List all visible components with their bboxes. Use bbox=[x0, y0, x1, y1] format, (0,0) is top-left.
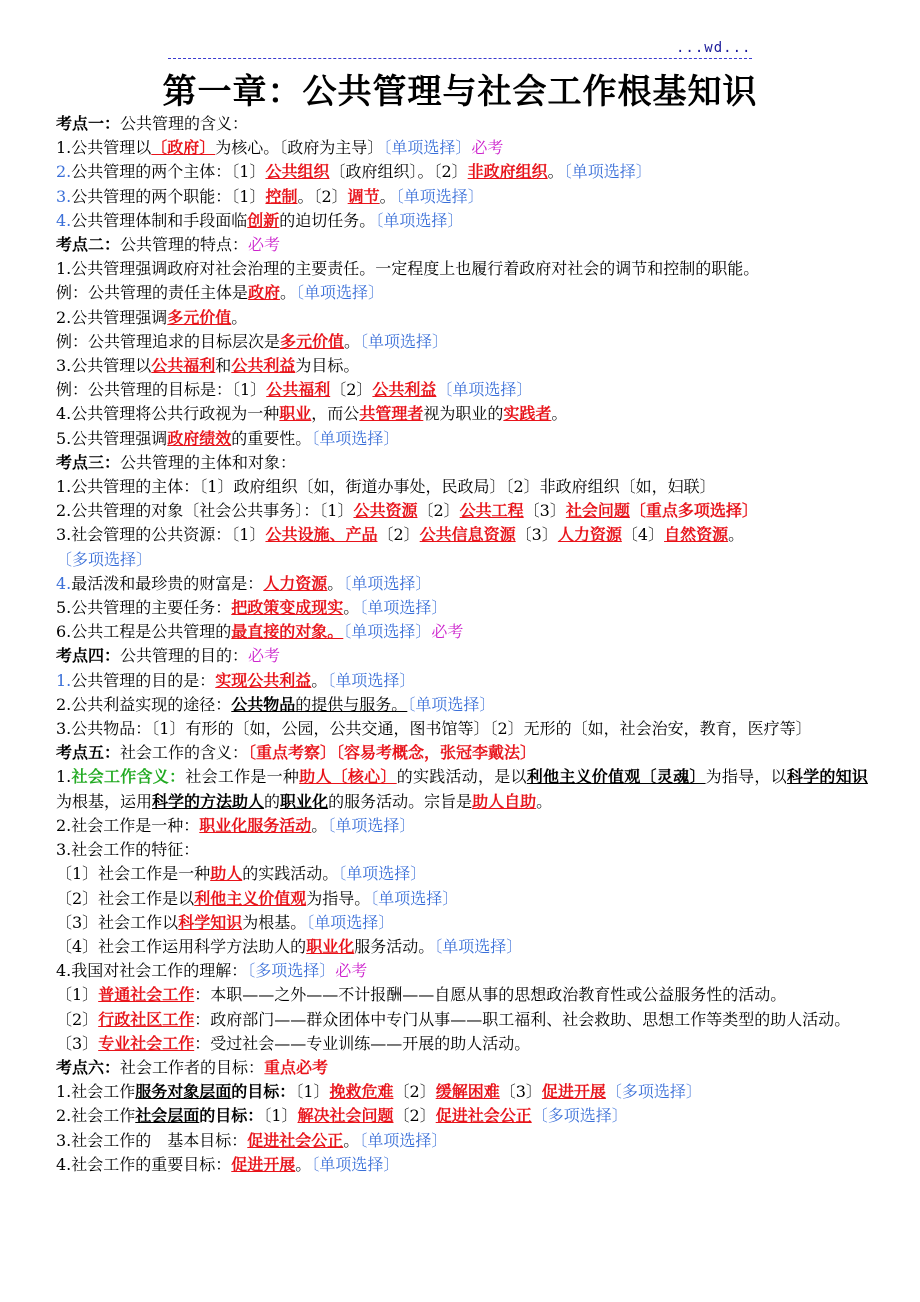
section-2-heading: 考点二：公共管理的特点：必考 bbox=[56, 235, 281, 255]
document-body bbox=[56, 112, 868, 1177]
s5-feature-4: 〔4〕社会工作运用科学方法助人的职业化服务活动。〔单项选择〕 bbox=[56, 936, 523, 956]
s5-understanding-3: 〔3〕专业社会工作：受过社会——专业训练——开展的助人活动。 bbox=[56, 1033, 531, 1053]
s4-line-2: 2.公共利益实现的途径：公共物品的提供与服务。〔单项选择〕 bbox=[56, 694, 496, 714]
section-4-heading: 考点四：公共管理的目的：必考 bbox=[56, 646, 281, 666]
s6-line-4: 4.社会工作的重要目标：促进开展。〔单项选择〕 bbox=[56, 1154, 400, 1174]
s6-line-2: 2.社会工作社会层面的目标：〔1〕解决社会问题〔2〕促进社会公正〔多项选择〕 bbox=[56, 1106, 628, 1126]
s2-line-1: 1.公共管理强调政府对社会治理的主要责任。一定程度上也履行着政府对社会的调节和控制的职能。 bbox=[56, 259, 760, 279]
header-mark: ...wd... bbox=[676, 40, 752, 56]
s3-line-6: 6.公共工程是公共管理的最直接的对象。〔单项选择〕必考 bbox=[56, 622, 464, 642]
s1-line-2: 2.公共管理的两个主体：〔1〕公共组织〔政府组织〕。〔2〕非政府组织。〔单项选择〕 bbox=[56, 162, 652, 182]
s4-line-1: 1.公共管理的目的是：实现公共利益。〔单项选择〕 bbox=[56, 670, 416, 690]
section-6-heading: 考点六：社会工作者的目标：重点必考 bbox=[56, 1057, 329, 1077]
s5-feature-2: 〔2〕社会工作是以利他主义价值观为指导。〔单项选择〕 bbox=[56, 888, 459, 908]
s5-understanding-1: 〔1〕普通社会工作：本职——之外——不计报酬——自愿从事的思想政治教育性或公益服务性的活动。 bbox=[56, 985, 787, 1005]
s2-line-3: 3.公共管理以公共福利和公共利益为目标。 bbox=[56, 356, 360, 376]
s4-line-3: 3.公共物品：〔1〕有形的〔如，公园，公共交通，图书馆等〕〔2〕无形的〔如，社会治安，教育，医疗等〕 bbox=[56, 719, 812, 739]
s5-feature-1: 〔1〕社会工作是一种助人的实践活动。〔单项选择〕 bbox=[56, 864, 427, 884]
s3-line-3-tag: 〔多项选择〕 bbox=[56, 549, 153, 569]
s3-line-4: 4.最活泼和最珍贵的财富是：人力资源。〔单项选择〕 bbox=[56, 573, 432, 593]
s5-line-3: 3.社会工作的特征： bbox=[56, 840, 200, 860]
s5-line-2: 2.社会工作是一种：职业化服务活动。〔单项选择〕 bbox=[56, 815, 416, 835]
s5-feature-3: 〔3〕社会工作以科学知识为根基。〔单项选择〕 bbox=[56, 912, 395, 932]
s5-line-4: 4.我国对社会工作的理解：〔多项选择〕必考 bbox=[56, 961, 368, 981]
s1-line-3: 3.公共管理的两个职能：〔1〕控制。〔2〕调节。〔单项选择〕 bbox=[56, 186, 484, 206]
s2-line-4: 4.公共管理将公共行政视为一种职业，而公共管理者视为职业的实践者。 bbox=[56, 404, 568, 424]
s1-line-1: 1.公共管理以〔政府〕为核心。〔政府为主导〕〔单项选择〕必考 bbox=[56, 138, 504, 158]
s3-line-2: 2.公共管理的对象〔社会公共事务〕：〔1〕公共资源〔2〕公共工程〔3〕社会问题〔重点多项选择〕 bbox=[56, 501, 758, 521]
section-1-heading: 考点一：公共管理的含义： bbox=[56, 114, 249, 133]
section-5-heading: 考点五：社会工作的含义：〔重点考察〕〔容易考概念，张冠李戴法〕 bbox=[56, 743, 537, 763]
header-divider bbox=[168, 58, 752, 59]
s2-example-3: 例：公共管理的目标是：〔1〕公共福利〔2〕公共利益〔单项选择〕 bbox=[56, 380, 533, 400]
s6-line-3: 3.社会工作的 基本目标：促进社会公正。〔单项选择〕 bbox=[56, 1130, 448, 1150]
s2-example-1: 例：公共管理的责任主体是政府。〔单项选择〕 bbox=[56, 283, 385, 303]
section-3-heading: 考点三：公共管理的主体和对象： bbox=[56, 452, 297, 472]
page-title: 第一章：公共管理与社会工作根基知识 bbox=[162, 72, 758, 112]
s2-line-5: 5.公共管理强调政府绩效的重要性。〔单项选择〕 bbox=[56, 428, 400, 448]
s6-line-1: 1.社会工作服务对象层面的目标：〔1〕挽救危难〔2〕缓解困难〔3〕促进开展〔多项选择〕 bbox=[56, 1082, 702, 1102]
s3-line-5: 5.公共管理的主要任务：把政策变成现实。〔单项选择〕 bbox=[56, 598, 448, 618]
s2-line-2: 2.公共管理强调多元价值。 bbox=[56, 307, 248, 327]
s3-line-3: 3.社会管理的公共资源：〔1〕公共设施、产品〔2〕公共信息资源〔3〕人力资源〔4〕自然资源。 bbox=[56, 525, 745, 545]
s1-line-4: 4.公共管理体制和手段面临创新的迫切任务。〔单项选择〕 bbox=[56, 210, 464, 230]
s3-line-1: 1.公共管理的主体：〔1〕政府组织〔如，街道办事处，民政局〕〔2〕非政府组织〔如，妇联〕 bbox=[56, 477, 716, 497]
s2-example-2: 例：公共管理追求的目标层次是多元价值。〔单项选择〕 bbox=[56, 331, 449, 351]
s5-understanding-2: 〔2〕行政社区工作：政府部门——群众团体中专门从事——职工福利、社会救助、思想工作等类型的助人活动。 bbox=[56, 1009, 851, 1029]
s5-definition: 1.社会工作含义：社会工作是一种助人〔核心〕的实践活动，是以利他主义价值观〔灵魂〕为指导，以科学的知识为根基，运用科学的方法助人的职业化的服务活动。宗旨是助人自助。 bbox=[56, 767, 868, 811]
